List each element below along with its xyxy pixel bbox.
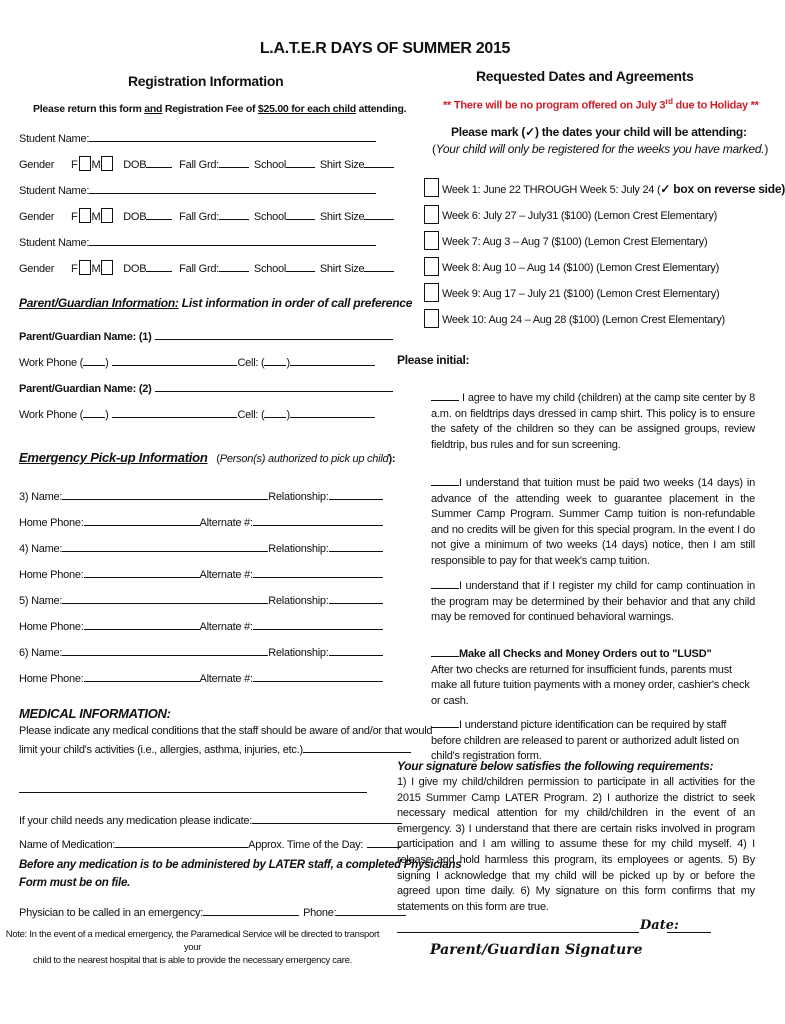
agreement-3 bbox=[431, 577, 755, 626]
signature-label: Parent/Guardian Signature bbox=[430, 942, 643, 958]
student-details-row bbox=[19, 156, 394, 171]
medication-name-field[interactable] bbox=[115, 836, 248, 848]
gender-label: Gender bbox=[19, 159, 55, 171]
mark-note-text: Your child will only be registered for the weeks you have marked. bbox=[435, 142, 765, 156]
contact-name-label: 3) Name: bbox=[19, 491, 63, 503]
mark-text: Please mark ( bbox=[451, 125, 526, 139]
medication-row bbox=[19, 812, 402, 827]
agreement-5 bbox=[431, 716, 755, 765]
week10-label: Week 10: Aug 24 – Aug 28 ($100) (Lemon Crest Elementary) bbox=[442, 314, 725, 326]
school-label: School bbox=[253, 263, 287, 275]
alternate-field[interactable] bbox=[253, 618, 383, 630]
week1-5-checkbox[interactable] bbox=[424, 178, 439, 197]
mark-note bbox=[432, 142, 768, 156]
home-phone-field[interactable] bbox=[84, 670, 200, 682]
initial-field[interactable] bbox=[431, 577, 459, 589]
agreement-text: I understand that tuition must be paid two weeks (14 days) in advance of the attending week to guarantee placement in the Summer Camp Program. Summer Camp tuition is non-refundable and no credits will be given for this special program. In the event I do not give a minimum of two weeks (14 days) notice, then I am still responsible to pay for that week's camp tuition. bbox=[431, 477, 755, 567]
parent-heading bbox=[19, 296, 412, 310]
return-note-fee: $25.00 for each child bbox=[257, 103, 356, 115]
gender-m-checkbox[interactable] bbox=[101, 208, 113, 223]
dates-heading: Requested Dates and Agreements bbox=[476, 68, 694, 84]
home-phone-field[interactable] bbox=[84, 566, 200, 578]
fall-grade-label: Fall Grd: bbox=[179, 159, 220, 171]
medical-note-line1: Note: In the event of a medical emergency, the Paramedical Service will be directed to transport your bbox=[5, 929, 380, 953]
cell-field[interactable] bbox=[290, 354, 375, 366]
gender-label: Gender bbox=[19, 211, 55, 223]
page-title: L.A.T.E.R DAYS OF SUMMER 2015 bbox=[259, 40, 511, 57]
dob-field[interactable] bbox=[146, 156, 172, 168]
gender-m-label: M bbox=[91, 263, 101, 275]
fall-grade-field[interactable] bbox=[219, 260, 249, 272]
holiday-text: due to Holiday ** bbox=[672, 99, 759, 112]
medication-note-line2: Form must be on file. bbox=[19, 877, 131, 889]
initial-heading: Please initial: bbox=[397, 353, 470, 367]
parent1-phone-row bbox=[19, 354, 375, 369]
paren-close: ) bbox=[286, 357, 290, 369]
work-phone-label: Work Phone ( bbox=[19, 409, 84, 421]
dob-label: DOB bbox=[123, 263, 147, 275]
fall-grade-label: Fall Grd: bbox=[179, 211, 220, 223]
student-details-row bbox=[19, 208, 394, 223]
gender-m-label: M bbox=[91, 211, 101, 223]
relationship-field[interactable] bbox=[329, 540, 383, 552]
student-name-row bbox=[19, 182, 376, 197]
week8-checkbox[interactable] bbox=[424, 257, 439, 276]
home-phone-label: Home Phone: bbox=[19, 621, 84, 633]
emergency-heading-label: Emergency Pick-up Information bbox=[19, 450, 208, 465]
check-icon: ✓ bbox=[660, 182, 671, 196]
school-field[interactable] bbox=[286, 208, 315, 220]
contact4-phone-row bbox=[19, 566, 383, 581]
parent2-name-field[interactable] bbox=[155, 380, 393, 392]
shirt-size-field[interactable] bbox=[364, 208, 394, 220]
alternate-field[interactable] bbox=[253, 670, 383, 682]
week7-label: Week 7: Aug 3 – Aug 7 ($100) (Lemon Crest Elementary) bbox=[442, 236, 708, 248]
week-text: Week 1: June 22 THROUGH Week 5: July 24 ( bbox=[442, 184, 661, 196]
contact4-name-row bbox=[19, 540, 383, 555]
return-note-text: Please return this form bbox=[33, 103, 145, 115]
contact-name-label: 4) Name: bbox=[19, 543, 63, 555]
agreement-2 bbox=[431, 474, 755, 570]
school-label: School bbox=[253, 211, 287, 223]
home-phone-label: Home Phone: bbox=[19, 517, 84, 529]
gender-m-checkbox[interactable] bbox=[101, 260, 113, 275]
gender-label: Gender bbox=[19, 263, 55, 275]
gender-f-label: F bbox=[71, 263, 78, 275]
paren-close: ): bbox=[388, 453, 396, 465]
paren-close: ) bbox=[286, 409, 290, 421]
fall-grade-label: Fall Grd: bbox=[179, 263, 220, 275]
week1-5-label bbox=[442, 182, 785, 196]
cell-label: Cell: ( bbox=[237, 357, 265, 369]
check-icon: ✓ bbox=[525, 125, 535, 139]
contact-name-field[interactable] bbox=[62, 592, 268, 604]
contact-name-field[interactable] bbox=[62, 540, 268, 552]
alternate-label: Alternate #: bbox=[199, 673, 253, 685]
emergency-sub: Person(s) authorized to pick up child bbox=[219, 453, 389, 465]
home-phone-label: Home Phone: bbox=[19, 569, 84, 581]
parent2-label: Parent/Guardian Name: (2) bbox=[19, 383, 152, 395]
medication-note-line1: Before any medication is to be administered by LATER staff, a completed Physicians bbox=[19, 859, 462, 871]
gender-f-label: F bbox=[71, 159, 78, 171]
paren-close: ) bbox=[105, 357, 109, 369]
medication-prompt: If your child needs any medication please indicate: bbox=[19, 815, 253, 827]
parent-heading-sub: List information in order of call preference bbox=[178, 296, 413, 310]
mark-text: ) the dates your child will be attending: bbox=[534, 125, 747, 139]
relationship-field[interactable] bbox=[329, 644, 383, 656]
alternate-field[interactable] bbox=[253, 514, 383, 526]
school-field[interactable] bbox=[286, 156, 315, 168]
work-phone-field[interactable] bbox=[112, 354, 237, 366]
shirt-size-field[interactable] bbox=[364, 156, 394, 168]
contact6-phone-row bbox=[19, 670, 383, 685]
week9-label: Week 9: Aug 17 – July 21 ($100) (Lemon Crest Elementary) bbox=[442, 288, 720, 300]
holiday-text: ** There will be no program offered on July 3 bbox=[443, 99, 666, 112]
return-note-text: Registration Fee of bbox=[162, 103, 258, 115]
physician-field[interactable] bbox=[203, 904, 299, 916]
work-phone-area-field[interactable] bbox=[83, 354, 105, 366]
student-name-field[interactable] bbox=[89, 234, 376, 246]
dob-field[interactable] bbox=[146, 260, 172, 272]
home-phone-field[interactable] bbox=[84, 514, 200, 526]
contact-name-field[interactable] bbox=[62, 488, 268, 500]
medication-field[interactable] bbox=[252, 812, 402, 824]
week9-checkbox[interactable] bbox=[424, 283, 439, 302]
school-field[interactable] bbox=[286, 260, 315, 272]
initial-field[interactable] bbox=[431, 474, 459, 486]
return-note-and: and bbox=[144, 103, 163, 115]
agreement-text-bold: Make all Checks and Money Orders out to "LUSD" bbox=[459, 648, 712, 660]
home-phone-label: Home Phone: bbox=[19, 673, 84, 685]
gender-f-checkbox[interactable] bbox=[79, 156, 91, 171]
week8-label: Week 8: Aug 10 – Aug 14 ($100) (Lemon Crest Elementary) bbox=[442, 262, 720, 274]
student-details-row bbox=[19, 260, 394, 275]
paren-close: ) bbox=[764, 142, 769, 156]
medical-conditions-field[interactable] bbox=[303, 741, 411, 753]
date-field[interactable] bbox=[667, 932, 711, 933]
week-text-bold: box on reverse side) bbox=[670, 182, 785, 196]
cell-area-field[interactable] bbox=[264, 406, 286, 418]
contact3-name-row bbox=[19, 488, 383, 503]
approx-time-label: Approx. Time of the Day: bbox=[248, 839, 364, 851]
medical-text: limit your child's activities (i.e., allergies, asthma, injuries, etc.) bbox=[19, 744, 303, 756]
shirt-size-label: Shirt Size bbox=[319, 211, 365, 223]
contact5-name-row bbox=[19, 592, 383, 607]
relationship-label: Relationship: bbox=[268, 543, 329, 555]
school-label: School bbox=[253, 159, 287, 171]
parent1-name-field[interactable] bbox=[155, 328, 393, 340]
medical-conditions-line[interactable] bbox=[19, 792, 367, 793]
fall-grade-field[interactable] bbox=[219, 208, 249, 220]
student-name-label: Student Name: bbox=[19, 185, 90, 197]
medication-name-label: Name of Medication: bbox=[19, 839, 116, 851]
week6-label: Week 6: July 27 – July31 ($100) (Lemon Crest Elementary) bbox=[442, 210, 717, 222]
initial-field[interactable] bbox=[431, 645, 459, 657]
student-name-label: Student Name: bbox=[19, 237, 90, 249]
return-note-text: attending. bbox=[355, 103, 407, 115]
contact3-phone-row bbox=[19, 514, 383, 529]
dob-label: DOB bbox=[123, 211, 147, 223]
physician-label: Physician to be called in an emergency: bbox=[19, 907, 204, 919]
paren-open: ( bbox=[216, 453, 220, 465]
agreement-text: I agree to have my child (children) at the camp site center by 8 a.m. on fieldtrips days dressed in camp shirt. This policy is to ensure the safety of the children so they can be assigned groups, review fieldtrip, bus rules and for sun screening. bbox=[431, 392, 756, 451]
gender-m-label: M bbox=[91, 159, 101, 171]
gender-f-checkbox[interactable] bbox=[79, 208, 91, 223]
holiday-sup: rd bbox=[665, 97, 673, 106]
week7-checkbox[interactable] bbox=[424, 231, 439, 250]
fall-grade-field[interactable] bbox=[219, 156, 249, 168]
initial-field[interactable] bbox=[431, 389, 459, 401]
signature-requirements: 1) I give my child/children permission to participate in all activities for the 2015 Summer Camp LATER Program. 2) I authorize the district to seek necessary medical attention for my child/children in the event of an emergency. 3) I understand that there are certain risks involved in program participation and I am willing to assume these for my child myself. 4) I release and hold harmless this program, its employees or agents. 5) By signing I acknowledge that my child will be picked up by or before the agreed upon time daily. 6) My signature on this form confirms that my statements on this form are true. bbox=[397, 776, 755, 913]
student-name-label: Student Name: bbox=[19, 133, 90, 145]
contact-name-label: 6) Name: bbox=[19, 647, 63, 659]
date-label: Date: bbox=[640, 918, 679, 933]
initial-field[interactable] bbox=[431, 716, 459, 728]
contact-name-label: 5) Name: bbox=[19, 595, 63, 607]
shirt-size-field[interactable] bbox=[364, 260, 394, 272]
mark-instruction bbox=[451, 125, 747, 139]
agreement-4 bbox=[431, 645, 755, 709]
dob-field[interactable] bbox=[146, 208, 172, 220]
agreement-text: After two checks are returned for insufficient funds, parents must make all future tuition payments with a money order, cashier's check or cash. bbox=[431, 663, 750, 707]
student-name-row bbox=[19, 130, 376, 145]
gender-f-checkbox[interactable] bbox=[79, 260, 91, 275]
parent2-row bbox=[19, 380, 393, 395]
agreement-text: I understand that if I register my child for camp continuation in the program may be determined by their behavior and that any child may be removed for continued behavioral warnings. bbox=[431, 580, 755, 624]
medical-note bbox=[0, 928, 385, 967]
relationship-field[interactable] bbox=[329, 488, 383, 500]
relationship-field[interactable] bbox=[329, 592, 383, 604]
work-phone-field[interactable] bbox=[112, 406, 237, 418]
medical-text-line1: Please indicate any medical conditions that the staff should be aware of and/or that would bbox=[19, 725, 433, 737]
alternate-label: Alternate #: bbox=[199, 517, 253, 529]
student-name-row bbox=[19, 234, 376, 249]
paren-close: ) bbox=[105, 409, 109, 421]
signature-heading: Your signature below satisfies the following requirements: bbox=[397, 759, 714, 773]
parent2-phone-row bbox=[19, 406, 375, 421]
student-name-field[interactable] bbox=[89, 182, 376, 194]
medical-text-line2 bbox=[19, 741, 411, 756]
signature-field[interactable] bbox=[397, 932, 639, 933]
dob-label: DOB bbox=[123, 159, 147, 171]
gender-m-checkbox[interactable] bbox=[101, 156, 113, 171]
medication-name-row bbox=[19, 836, 401, 851]
emergency-heading bbox=[19, 450, 395, 465]
physician-row bbox=[19, 904, 406, 919]
paren-open: ( bbox=[432, 142, 436, 156]
shirt-size-label: Shirt Size bbox=[319, 159, 365, 171]
alternate-label: Alternate #: bbox=[199, 621, 253, 633]
cell-area-field[interactable] bbox=[264, 354, 286, 366]
cell-label: Cell: ( bbox=[237, 409, 265, 421]
physician-phone-field[interactable] bbox=[336, 904, 406, 916]
shirt-size-label: Shirt Size bbox=[319, 263, 365, 275]
agreement-1 bbox=[431, 389, 755, 453]
contact6-name-row bbox=[19, 644, 383, 659]
relationship-label: Relationship: bbox=[268, 491, 329, 503]
contact5-phone-row bbox=[19, 618, 383, 633]
relationship-label: Relationship: bbox=[268, 595, 329, 607]
work-phone-area-field[interactable] bbox=[83, 406, 105, 418]
week6-checkbox[interactable] bbox=[424, 205, 439, 224]
work-phone-label: Work Phone ( bbox=[19, 357, 84, 369]
home-phone-field[interactable] bbox=[84, 618, 200, 630]
parent1-label: Parent/Guardian Name: (1) bbox=[19, 331, 152, 343]
student-name-field[interactable] bbox=[89, 130, 376, 142]
alternate-label: Alternate #: bbox=[199, 569, 253, 581]
cell-field[interactable] bbox=[290, 406, 375, 418]
holiday-note bbox=[443, 97, 759, 112]
parent-heading-label: Parent/Guardian Information: bbox=[19, 296, 179, 310]
return-note bbox=[33, 103, 406, 115]
medical-note-line2: child to the nearest hospital that is able to provide the necessary emergency care. bbox=[33, 955, 352, 966]
physician-phone-label: Phone: bbox=[303, 907, 337, 919]
parent1-row bbox=[19, 328, 393, 343]
agreement-text: I understand picture identification can be required by staff before children are released to parent or authorized adult listed on child's registration form. bbox=[431, 719, 740, 763]
contact-name-field[interactable] bbox=[62, 644, 268, 656]
alternate-field[interactable] bbox=[253, 566, 383, 578]
gender-f-label: F bbox=[71, 211, 78, 223]
week10-checkbox[interactable] bbox=[424, 309, 439, 328]
registration-heading: Registration Information bbox=[128, 73, 284, 89]
medical-heading: MEDICAL INFORMATION: bbox=[19, 706, 171, 721]
relationship-label: Relationship: bbox=[268, 647, 329, 659]
